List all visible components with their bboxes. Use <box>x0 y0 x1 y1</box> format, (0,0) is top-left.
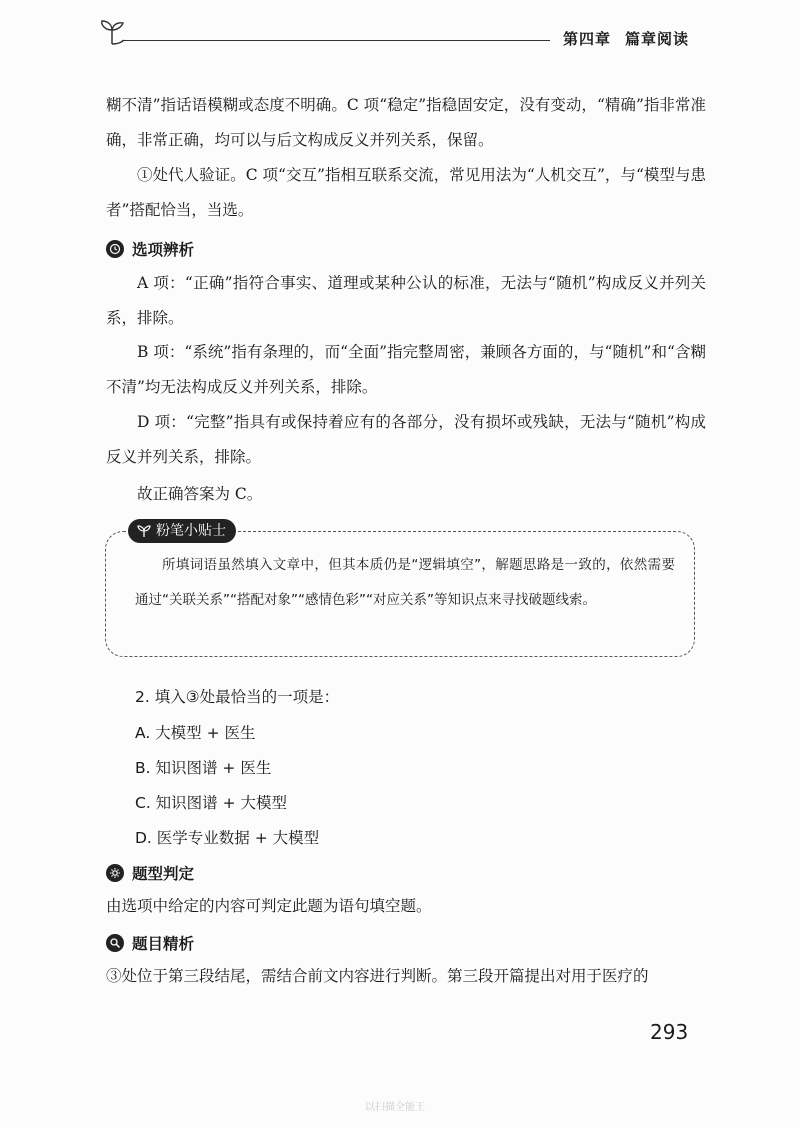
tip-label <box>128 519 236 543</box>
question-analysis-heading <box>106 932 194 954</box>
question-type-title: 题型判定 <box>132 865 195 883</box>
paragraph-blank-1: ①处代人验证。C 项“交互”指相互联系交流，常见用法为“人机交互”，与“模型与患者”搭配恰当，当选。 <box>106 166 706 219</box>
header-rule <box>122 40 550 41</box>
tip-text <box>135 548 675 618</box>
option-b-analysis: B 项：“系统”指有条理的，而“全面”指完整周密，兼顾各方面的，与“随机”和“含糊不清”均无法构成反义并列关系，排除。 <box>106 343 706 396</box>
tip-label-text: 粉笔小贴士 <box>156 523 226 539</box>
option-analysis-heading <box>106 238 194 260</box>
option-c: C. 知识图谱 + 大模型 <box>135 794 288 812</box>
question-stem: 2. 填入③处最恰当的一项是： <box>135 688 340 706</box>
page-number: 293 <box>650 1020 689 1044</box>
running-header <box>563 28 689 49</box>
section-label: 篇章阅读 <box>625 30 690 48</box>
sprout-icon <box>98 18 128 46</box>
answer-conclusion: 故正确答案为 C。 <box>137 485 263 503</box>
sprout-small-icon <box>136 524 152 538</box>
question-analysis-text: ③处位于第三段结尾，需结合前文内容进行判断。第三段开篇提出对用于医疗的 <box>106 967 649 985</box>
paragraph-continuation: 糊不清”指话语模糊或态度不明确。C 项“稳定”指稳固安定，没有变动，“精确”指非常准确，非常正确，均可以与后文构成反义并列关系，保留。 <box>106 96 706 149</box>
question-analysis-title: 题目精析 <box>132 935 195 953</box>
magnifier-icon <box>106 934 124 952</box>
option-d: D. 医学专业数据 + 大模型 <box>135 829 320 847</box>
chapter-label: 第四章 <box>563 30 612 48</box>
option-b: B. 知识图谱 + 医生 <box>135 759 272 777</box>
scanner-watermark: 以扫描全能王 <box>365 1102 425 1113</box>
question-type-text: 由选项中给定的内容可判定此题为语句填空题。 <box>106 897 432 915</box>
option-a-analysis: A 项：“正确”指符合事实、道理或某种公认的标准，无法与“随机”构成反义并列关系，排除。 <box>106 274 706 327</box>
gear-icon <box>106 864 124 882</box>
option-analysis-title: 选项辨析 <box>132 241 195 259</box>
clock-icon <box>106 240 124 258</box>
question-type-heading <box>106 862 194 884</box>
option-a: A. 大模型 + 医生 <box>135 724 256 742</box>
option-d-analysis: D 项：“完整”指具有或保持着应有的各部分，没有损坏或残缺，无法与“随机”构成反义并列关系，排除。 <box>106 413 706 466</box>
tip-paragraph: 所填词语虽然填入文章中，但其本质仍是“逻辑填空”，解题思路是一致的，依然需要通过“关联关系”“搭配对象”“感情色彩”“对应关系”等知识点来寻找破题线索。 <box>135 557 675 608</box>
